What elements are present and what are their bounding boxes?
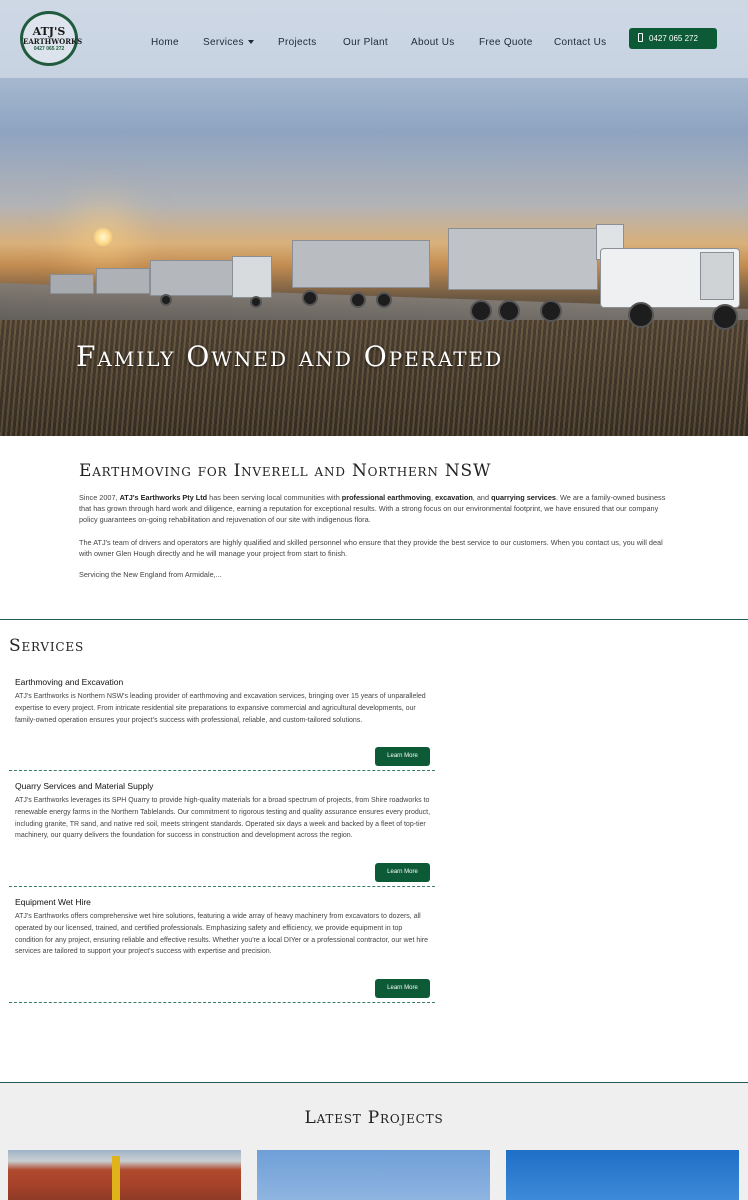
project-card-image-1[interactable]	[8, 1150, 241, 1200]
phone-button[interactable]	[629, 28, 717, 49]
service-title: Earthmoving and Excavation	[15, 677, 124, 687]
learn-more-button[interactable]: Learn More	[375, 747, 430, 766]
logo-line2: EARTHWORKS	[23, 37, 83, 46]
nav-about-us[interactable]: About Us	[411, 37, 455, 48]
service-item-quarry	[9, 778, 435, 887]
service-title: Equipment Wet Hire	[15, 897, 91, 907]
nav-projects[interactable]: Projects	[278, 37, 317, 48]
service-description: ATJ's Earthworks is Northern NSW's leading provider of earthmoving and excavation services, bringing over 15 years of unparalleled expertise to every project. From intricate residential site preparations to expansive commercial and agricultural developments, our family-owned operation ensures your project's success with professional, reliable, and custom-tailored solutions.	[15, 693, 426, 724]
nav-home[interactable]: Home	[151, 37, 179, 48]
service-item-wet-hire	[9, 894, 435, 1003]
logo-phone: 0427 065 272	[33, 46, 65, 52]
section-divider	[0, 619, 748, 620]
mobile-phone-icon	[638, 33, 643, 42]
project-card-image-3[interactable]	[506, 1150, 739, 1200]
intro-title: Earthmoving for Inverell and Northern NSW	[79, 461, 492, 481]
intro-paragraph-2: The ATJ's team of drivers and operators are highly qualified and skilled personnel who ensure that they provide the best service to our customers. When you contact us, you will deal with owner Glen Hough directly and he will manage your project from start to finish.	[79, 538, 663, 558]
service-description: ATJ's Earthworks leverages its SPH Quarry to provide high-quality materials for a broad spectrum of projects, from Shire roadworks to renewable energy farms in the Northern Tablelands. Our commitment to rigorous testing and quality assurance ensures every product, including granite, TR sand, and native red soil, meets stringent standards. Operated six days a week and backed by a fleet of top-tier machinery, our quarry delivers the foundation for success in construction and development across the region.	[15, 797, 431, 840]
intro-paragraph-3: Servicing the New England from Armidale,...	[79, 570, 222, 579]
latest-projects-title: Latest Projects	[304, 1108, 444, 1128]
services-title: Services	[9, 636, 84, 656]
nav-our-plant[interactable]: Our Plant	[343, 37, 388, 48]
phone-number: 0427 065 272	[649, 34, 698, 43]
nav-contact-us[interactable]: Contact Us	[554, 37, 607, 48]
logo-line1: ATJ'S	[32, 25, 66, 38]
site-logo[interactable]	[20, 11, 83, 66]
service-title: Quarry Services and Material Supply	[15, 781, 154, 791]
grass	[0, 320, 748, 436]
excavator-arm	[112, 1156, 120, 1200]
learn-more-button[interactable]: Learn More	[375, 979, 430, 998]
nav-services[interactable]	[203, 37, 254, 48]
project-card-image-2[interactable]	[257, 1150, 490, 1200]
hero-title: Family Owned and Operated	[76, 340, 504, 373]
service-item-earthmoving	[9, 674, 435, 771]
learn-more-button[interactable]: Learn More	[375, 863, 430, 882]
sun	[92, 226, 114, 248]
nav-free-quote[interactable]: Free Quote	[479, 37, 533, 48]
intro-paragraph-1: Since 2007, ATJ's Earthworks Pty Ltd has been serving local communities with professional earthmoving, excavation, and quarrying services. We are a family-owned business that has grown through hard work and diligence, earning a reputation for exceptional results. With a strong focus on our environmental footprint, we have ensured that our company policy guarantees on-going rehabilitation and rejuvenation of our site with indigenous flora.	[79, 493, 666, 524]
service-description: ATJ's Earthworks offers comprehensive wet hire solutions, featuring a wide array of heavy machinery from excavators to dozers, all operated by our licensed, trained, and certified professionals. Emphasizing safety and efficiency, we provide equipment in top condition for any project, ensuring reliable and effective results. Whether you're a local DIYer or a professional contractor, our wet hire services are tailored to support your project's success with expertise and precision.	[15, 913, 428, 956]
site-header	[0, 0, 748, 78]
chevron-down-icon	[248, 40, 254, 44]
nav-services-label: Services	[203, 37, 244, 48]
